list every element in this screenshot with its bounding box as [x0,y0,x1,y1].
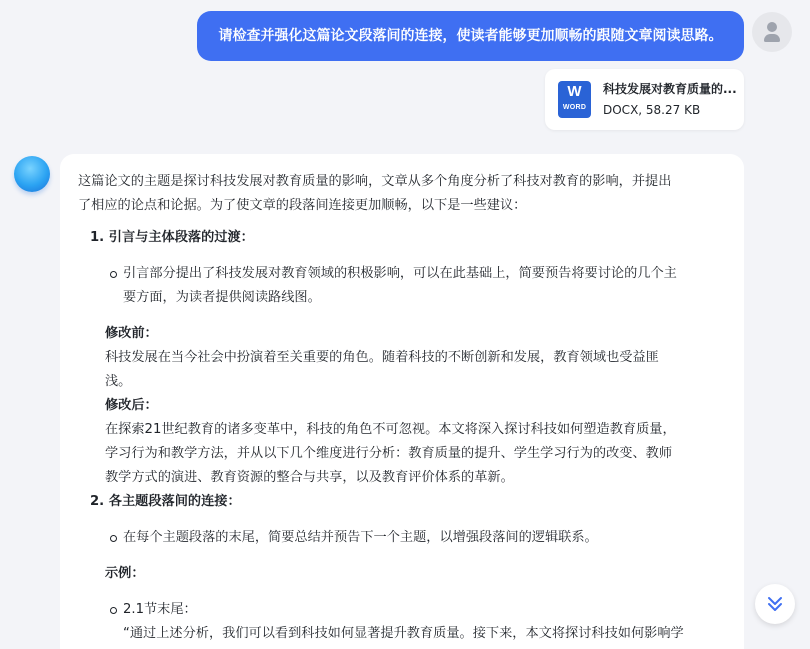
after-label: 修改后： [105,398,158,413]
attachment-card[interactable] [545,69,744,130]
user-icon-head [767,22,777,32]
reply-intro-line: 了相应的论点和论据。为了使文章的段落间连接更加顺畅，以下是一些建议： [78,198,527,213]
bullet-item: 引言部分提出了科技发展对教育领域的积极影响，可以在此基础上，简要预告将要讨论的几个主 [78,262,724,286]
section-heading: 2. 各主题段落间的连接： [90,494,241,509]
attachment-meta: DOCX, 58.27 KB [603,103,701,117]
example-quote-line: “通过上述分析，我们可以看到科技如何显著提升教育质量。接下来，本文将探讨科技如何影响学 [123,626,684,641]
user-message-bubble: 请检查并强化这篇论文段落间的连接，使读者能够更加顺畅的跟随文章阅读思路。 [197,11,744,61]
before-label: 修改前： [105,326,158,341]
section-heading: 1. 引言与主体段落的过渡： [90,230,254,245]
bullet-item-continuation: 要方面，为读者提供阅读路线图。 [123,290,321,305]
word-icon-label: WORD [562,104,587,111]
assistant-avatar [14,156,50,192]
before-text-line: 科技发展在当今社会中扮演着至关重要的角色。随着科技的不断创新和发展，教育领域也受益匪 [105,350,659,365]
example-label: 示例： [105,566,145,581]
attachment-name: 科技发展对教育质量的... [603,82,737,96]
sub-bullet-item: 2.1节末尾： [78,598,724,622]
reply-intro-line: 这篇论文的主题是探讨科技发展对教育质量的影响，文章从多个角度分析了科技对教育的影响，并提出 [78,174,672,189]
scroll-to-bottom-button[interactable] [755,584,795,624]
after-text-line: 教学方式的演进、教育资源的整合与共享，以及教育评价体系的革新。 [105,470,514,485]
bullet-item: 在每个主题段落的末尾，简要总结并预告下一个主题，以增强段落间的逻辑联系。 [78,526,724,550]
after-text-line: 在探索21世纪教育的诸多变革中，科技的角色不可忽视。本文将深入探讨科技如何塑造教育质量， [105,422,676,437]
user-icon-body [764,34,780,42]
word-icon-letter: W [567,83,582,100]
double-chevron-down-icon [766,595,784,613]
user-avatar [752,12,792,52]
word-file-icon [558,81,591,118]
before-text-line: 浅。 [105,374,132,389]
after-text-line: 学习行为和教学方法，并从以下几个维度进行分析：教育质量的提升、学生学习行为的改变、教师 [105,446,673,461]
assistant-message-bubble [60,154,744,649]
